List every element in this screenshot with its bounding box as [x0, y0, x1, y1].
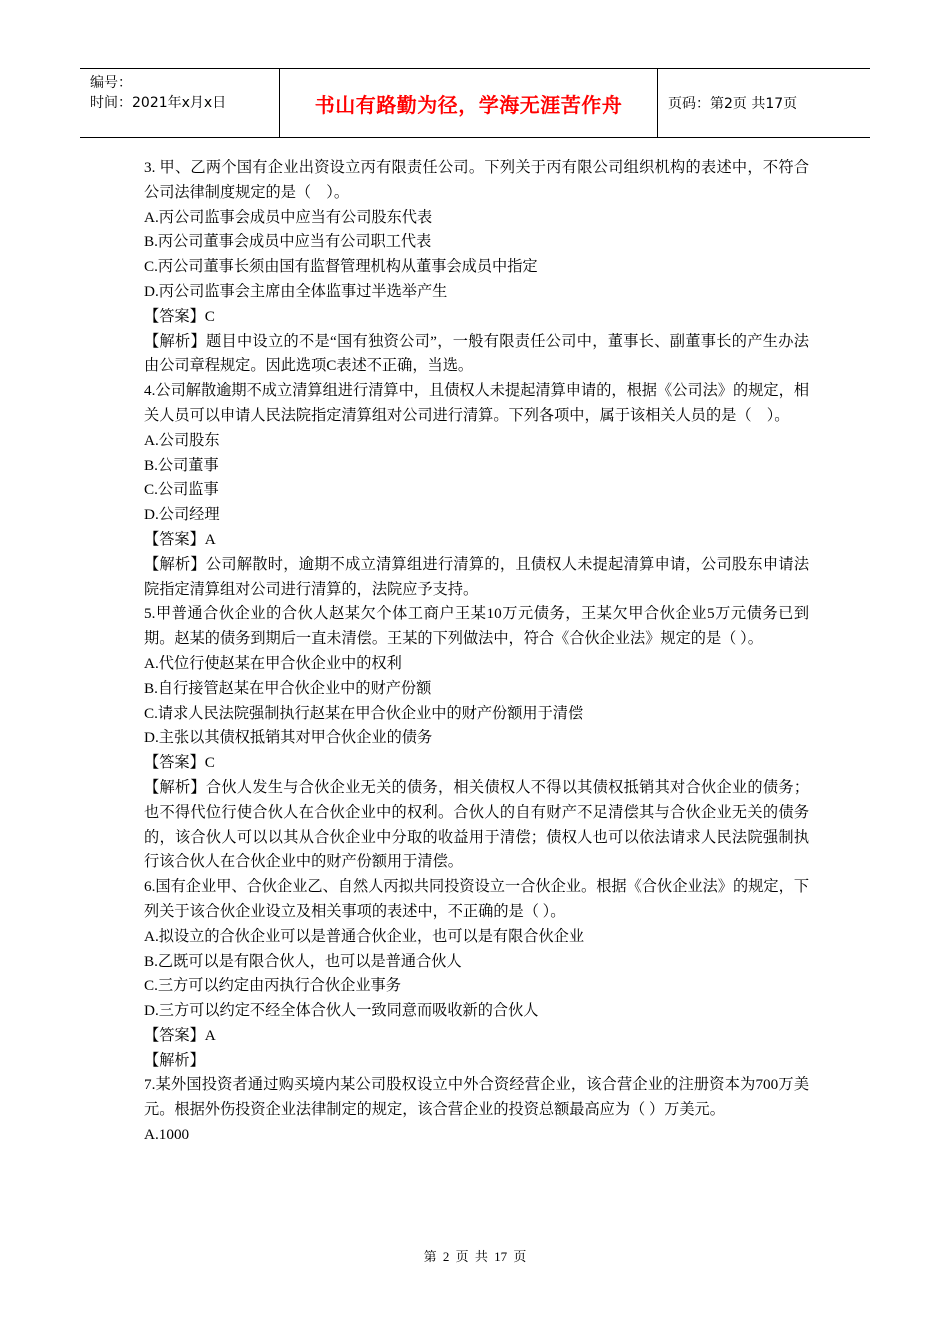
header-meta: [80, 69, 280, 137]
header-motto-cell: [280, 69, 658, 137]
document-number-label: 编号：: [90, 75, 132, 91]
question-4-option-a: A.公司股东: [144, 431, 220, 449]
question-5-option-b: B.自行接管赵某在甲合伙企业中的财产份额: [144, 679, 432, 697]
question-3-analysis: 【解析】题目中设立的不是“国有独资公司”，一般有限责任公司中，董事长、副董事长的产生办法由公司章程规定。因此选项C表述不正确，当选。: [144, 332, 809, 375]
question-5-option-c: C.请求人民法院强制执行赵某在甲合伙企业中的财产份额用于清偿: [144, 704, 584, 722]
page-footer: 第 2 页 共 17 页: [423, 1249, 527, 1264]
question-6-option-a: A.拟设立的合伙企业可以是普通合伙企业，也可以是有限合伙企业: [144, 927, 585, 945]
header-motto: 书山有路勤为径，学海无涯苦作舟: [314, 92, 623, 117]
question-6-option-b: B.乙既可以是有限合伙人，也可以是普通合伙人: [144, 952, 462, 970]
question-6-option-c: C.三方可以约定由丙执行合伙企业事务: [144, 977, 401, 995]
question-4-option-b: B.公司董事: [144, 456, 219, 474]
question-7-stem: 7.某外国投资者通过购买境内某公司股权设立中外合资经营企业，该合营企业的注册资本为700万美元。根据外伤投资企业法律制定的规定，该合营企业的投资总额最高应为（ ）万美元。: [144, 1076, 809, 1119]
question-3-answer: 【答案】C: [144, 307, 215, 325]
document-time-label: 时间：2021年x月x日: [90, 95, 227, 111]
question-5-analysis: 【解析】合伙人发生与合伙企业无关的债务，相关债权人不得以其债权抵销其对合伙企业的债务；也不得代位行使合伙人在合伙企业中的权利。合伙人的自有财产不足清偿其与合伙企业无关的债务的，该合伙人可以以其从合伙企业中分取的收益用于清偿；债权人也可以依法请求人民法院强制执行该合伙人在合伙企业中的财产份额用于清偿。: [144, 778, 809, 871]
question-4-answer: 【答案】A: [144, 530, 216, 548]
question-7-option-a: A.1000: [144, 1126, 190, 1144]
question-4-analysis: 【解析】公司解散时，逾期不成立清算组进行清算的，且债权人未提起清算申请，公司股东申请法院指定清算组对公司进行清算的，法院应予支持。: [144, 555, 809, 598]
question-5-answer: 【答案】C: [144, 754, 215, 772]
question-3-option-d: D.丙公司监事会主席由全体监事过半选举产生: [144, 282, 448, 300]
header-page-info: 页码：第2页 共17页: [668, 96, 798, 112]
question-3-option-b: B.丙公司董事会成员中应当有公司职工代表: [144, 233, 432, 251]
question-4-option-d: D.公司经理: [144, 506, 220, 524]
question-3-stem: 3. 甲、乙两个国有企业出资设立丙有限责任公司。下列关于丙有限公司组织机构的表述中，不符合公司法律制度规定的是（ ）。: [144, 159, 809, 201]
page-header: [80, 68, 870, 138]
question-6-answer: 【答案】A: [144, 1026, 216, 1044]
question-4-stem: 4.公司解散逾期不成立清算组进行清算中，且债权人未提起清算申请的，根据《公司法》的规定，相关人员可以申请人民法院指定清算组对公司进行清算。下列各项中，属于该相关人员的是（ ）。: [144, 382, 809, 424]
question-6-analysis: 【解析】: [144, 1051, 205, 1069]
question-5-option-a: A.代位行使赵某在甲合伙企业中的权利: [144, 654, 402, 672]
question-5-option-d: D.主张以其债权抵销其对甲合伙企业的债务: [144, 729, 433, 747]
question-3-option-a: A.丙公司监事会成员中应当有公司股东代表: [144, 208, 433, 226]
question-4-option-c: C.公司监事: [144, 481, 219, 499]
document-body: [144, 156, 809, 1148]
question-5-stem: 5.甲普通合伙企业的合伙人赵某欠个体工商户王某10万元债务，王某欠甲合伙企业5万元债务已到期。赵某的债务到期后一直未清偿。王某的下列做法中，符合《合伙企业法》规定的是（ ）。: [144, 605, 809, 648]
question-6-option-d: D.三方可以约定不经全体合伙人一致同意而吸收新的合伙人: [144, 1002, 539, 1020]
question-6-stem: 6.国有企业甲、合伙企业乙、自然人丙拟共同投资设立一合伙企业。根据《合伙企业法》的规定，下列关于该合伙企业设立及相关事项的表述中，不正确的是（ ）。: [144, 878, 809, 920]
question-3-option-c: C.丙公司董事长须由国有监督管理机构从董事会成员中指定: [144, 258, 538, 276]
